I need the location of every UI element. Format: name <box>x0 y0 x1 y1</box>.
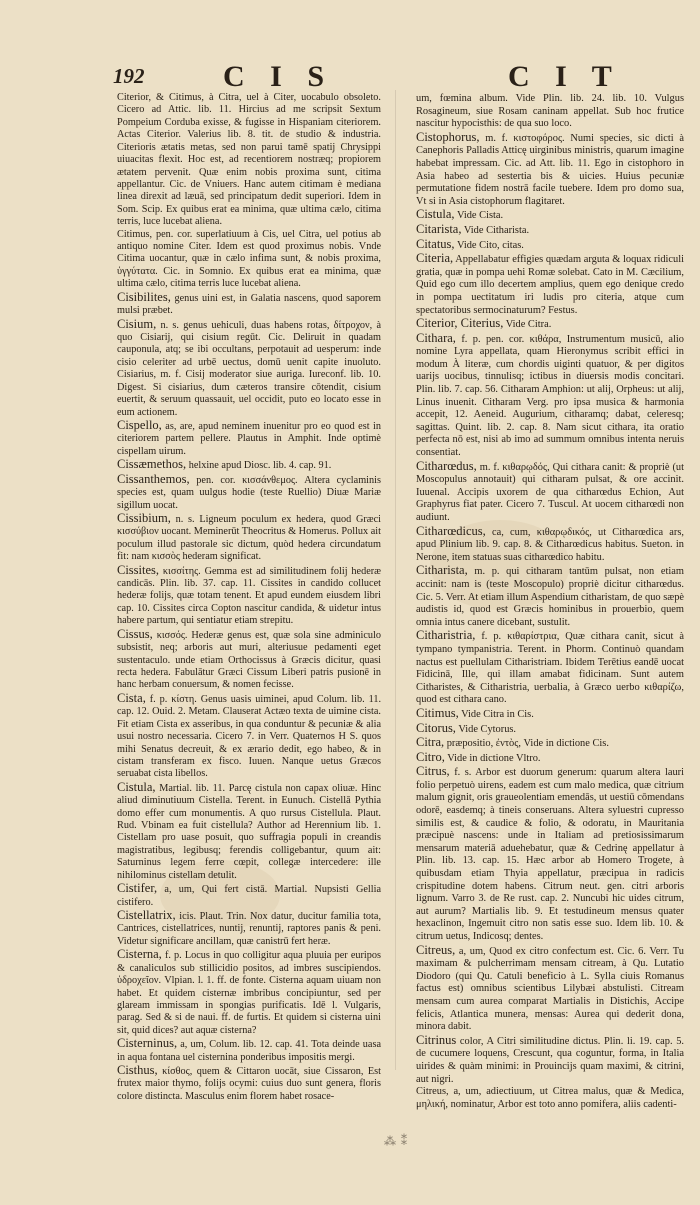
entry-headword: Citharistria, <box>416 628 476 643</box>
entry-headword: Cithara, <box>416 330 456 345</box>
entry-headword: Cistophorus, <box>416 129 480 144</box>
entry-text: color, A Citri similitudine dictus. Plin. li. 19. cap. 5. de cucumere loquens, Crescunt, qua coguntur, forma, in Italia uirides & quàm minimi: in Prouincijs quam maximi, & citrini, aut nigri. <box>416 1035 684 1085</box>
entry-text: Appellabatur effigies quædam arguta & loquax ridiculi gratia, quæ in pompa uehi Romæ solebat. Cato in M. Cæcilium, Quid ego cum illo decertem amplius, quem ego denique credo in pompa uectitatum iri ludis pro citeria, atque cum spectatoribus sermocinaturum? Festus. <box>416 254 684 316</box>
dictionary-entry <box>117 948 381 1037</box>
entry-headword: Citarista, <box>416 221 462 236</box>
entry-headword: Citatus, <box>416 236 455 251</box>
dictionary-entry <box>117 419 381 458</box>
entry-headword: Cisium, <box>117 316 157 331</box>
entry-headword: Citeria, <box>416 251 454 266</box>
entry-text: Vide Cito, citas. <box>456 239 524 251</box>
entry-headword: Cistula, <box>117 779 156 794</box>
dictionary-entry <box>117 458 381 472</box>
entry-text: Vide Citharista. <box>463 224 530 236</box>
entry-text: præpositio, ἐντὸς, Vide in dictione Cis. <box>446 738 609 750</box>
entry-headword: Cista, <box>117 690 146 705</box>
dictionary-entry <box>416 131 684 209</box>
page-number: 192 <box>113 64 145 88</box>
entry-text: κισσίτης. Gemma est ad similitudinem folij hederæ candicās. Plin. lib. 37. cap. 11. Cissites in candido collucet hederæ folijs, quæ totam tenent. Et apud eundem eiusdem libri cap. 10. Cissites circa Copton nascitur candida, & uidetur intus habere partum, qui sentiatur etiam strepitu. <box>117 565 381 627</box>
entry-text: f. p. κίστη. Genus uasis uiminei, apud Colum. lib. 11. cap. 12. Ouid. 2. Metam. Clauserat Actæo texta de uimine cista. Fit etiam Cista ex asseribus, in qua conduntur & pecuniæ & alia usui nostro necessaria. Cicero 7. in Verr. Quaternos H S. quos mihi Senatus decreuit, & ex ærario dedit, ego habeo, & in cistam transferam ex fisco. Iuuen. Nanque uetus Græcos seruabat cista libellos. <box>117 693 382 780</box>
entry-text: Martial. lib. 11. Parcę cistula non capax oliuæ. Hinc aliud diminutiuum Cistella. Terent. in Eunuch. Cistellā Pythia domo effer cum monumentis. A quo rursus Cistellula. Plaut. Rud. Vbinam ea fuit cistellula? Author ad Herennium lib. 1. Cistellam pro uase posuit, quo suffragia populi in creandis magistratibus, legibusq; ferendis colligebantur, quum ait: Saturninus legem ferre cœpit, collegæ intercedere: ille nihilominus cistellam detulit. <box>117 782 382 881</box>
entry-text: κίσθος, quem & Cittaron uocāt, siue Cissaron, Est frutex maior thymo, folijs ocymi: cuius duo sunt genera, floris colore distincta. Masculus enim florem habet rosace- <box>117 1066 381 1102</box>
entry-headword: Cissanthemos, <box>117 471 190 486</box>
entry-text: κισσός. Hederæ genus est, quæ sola sine adminiculo subsistit, neq; arboris aut muri, alteriusue pedamenti eget sustentaculo. unde etiam Orthocissus à Græcis dicitur, quasi recta hedera. Fabulātur Græci Cissum Liberi patris pusionē in hanc herbam conuersum, & nomen fecisse. <box>117 629 382 691</box>
dictionary-entry <box>416 460 684 525</box>
entry-headword: Citharœdus, <box>416 458 477 473</box>
dictionary-entry <box>117 781 381 882</box>
entry-text: helxine apud Diosc. lib. 4. cap. 91. <box>188 460 332 472</box>
entry-headword: Citerior, Citerius, <box>416 316 504 331</box>
entry-headword: Cistula, <box>416 207 455 222</box>
entry-text: f. s. Arbor est duorum generum: quarum altera lauri folio perpetuò uirens, eadem est cum malo medica, quæ citrium malum gignit, oris graueolentiam emendās, ut uestiū cōmendans odorē, easdemq; à tineis conseruans. Altera syluestri cupresso similis est, & caudice & folio, & odoratu, in Mauritania præcipuè nascens: unde in Italiam ad pretiosissimarum mensarum materiā aduehebatur, quæ & Cedrinę appellatur à Plin. lib. 13. cap. 15. Hæc arbor ab Homero Trogete, à quibusdam etiam Thyia appellatur, præcipua in radicis crispitudine dotem habens. Citrum neut. gen. citri arboris lignum. Varro 3. de Re rust. cap. 2. Nuncubi hic uides citrum, aut aurum? Martialis lib. 9. Et testudineum mensus quater hexaclinon, Ingemuit citro non satis esse suo. Idem lib. 10. & citrum uetus, Indicosq; dentes. <box>416 767 684 942</box>
entry-text: genus uini est, in Galatia nascens, quod saporem mulsi præbet. <box>117 292 381 317</box>
entry-text: f. p. pen. cor. κιθάρα, Instrumentum musicū, alio nomine Lyra appellata, quam Hieronymus scribit effici in modum À literæ, cum chordis uiginti quatuor, & per digitos uarijs uocibus, tinnulisq; ictibus in diuersis modis concitari. Plin. lib. 7. cap. 56. Citharam Amphion: ut alij, Orpheus: ut alij, Linus inuenit. Citharam Verg. pro ipsa musica & harmonia accepit, 12. Aeneid. Augurium, citharamq; dabat, celeresq; sagittas. Quint. lib. 2. cap. 8. Nam sicut cithara, ita oratio perfecta nō est, nisi ab imo ad summum omnibus intenta neruis consentiat. <box>416 333 684 459</box>
entry-text: Citreus, a, um, adiectiuum, ut Citrea malus, quæ & Medica, μηλική, nominatur, Arbor est toto anno pomifera, aliis cadenti- <box>416 1086 684 1110</box>
right-column <box>416 93 684 1111</box>
dictionary-entry <box>416 93 684 131</box>
entry-headword: Cisterninus, <box>117 1036 178 1051</box>
entry-headword: Cissites, <box>117 562 160 577</box>
dictionary-entry <box>416 252 684 317</box>
dictionary-entry <box>416 238 684 253</box>
entry-headword: Cistifer, <box>117 881 158 896</box>
dictionary-entry <box>416 722 684 737</box>
entry-text: n. s. genus uehiculi, duas habens rotas, δίτροχον, à quo Cisiarij, qui cisium regūt. Cic. Deliruit in quadam cauponula, atq; se ibi occultans, perpotauit ad uesperum: inde cisio celeriter ad urbē uectus, domū uenit capite inuoluto. Cisiarius, m. f. Cisij moderator siue auriga. Iureconf. lib. 10. Digest. Si cisiarius, dum cæteros transire cōtendit, cisium euertit, & seruum quassauit, uel occidit, puto eo locato esse in eum actionem. <box>117 319 382 418</box>
dictionary-entry <box>416 736 684 751</box>
entry-text: a, um, Quod ex citro confectum est. Cic. 6. Verr. Tu maximam & pulcherrimam mensam citream, à Qu. Lutatio Diodoro (qui Qu. Catuli beneficio à L. Sylla ciuis Romanus factus est) omnibus scientibus Lilybæi abstulisti. Citream mensam cum aurea comparat Martialis in Distichis, Accipe felicis, Atlantica munera, mensas: Aurea qui dederit dona, minora dabit. <box>416 945 684 1033</box>
entry-headword: Citharœdicus, <box>416 523 486 538</box>
entry-headword: Cissus, <box>117 626 153 641</box>
entry-text: Vide in dictione Vltro. <box>447 752 541 764</box>
entry-headword: Cispello, <box>117 417 162 432</box>
dictionary-entry <box>416 629 684 707</box>
entry-text: m. f. κιθαρῳδός, Qui cithara canit: & propriè (ut Moscopulus annotauit) qui citharam pulsat, & ore accinit. Iuuenal. Accipis uxorem de qua citharœdus Echion, Aut Graphyrus fiat pater. Cicero 7. Tuscul. At uocem citharœdi non audiunt. <box>416 461 684 523</box>
entry-headword: Cistellatrix, <box>117 908 176 922</box>
dictionary-entry <box>117 909 381 948</box>
dictionary-entry <box>416 751 684 766</box>
entry-headword: Citreus, <box>416 942 456 957</box>
running-head-right: C I T <box>508 60 621 93</box>
dictionary-entry <box>117 882 381 909</box>
running-head-left: C I S <box>223 60 334 93</box>
left-column <box>117 92 381 1103</box>
dictionary-entry <box>416 707 684 722</box>
entry-headword: Cissibium, <box>117 510 171 525</box>
entry-headword: Citorus, <box>416 720 456 735</box>
entry-text: f. p. κιθαρίστρια, Quæ cithara canit, sicut à tympano tympanistria. Terent. in Phorm. Continuò quandam nactus est puellulam Citharistriam. Ibidem Terētius eandē uocat Fidicinā, Ille, qui illam amabat fidicinam. Sunt autem Citharistes, & Citharistria, uerbalia, à Græco uerbo κιθαρίζω, quod est cithara cano. <box>416 631 684 706</box>
entry-text: Vide Cytorus. <box>458 723 517 735</box>
entry-headword: Cisthus, <box>117 1063 158 1078</box>
entry-headword: Cissæmethos, <box>117 457 187 472</box>
dictionary-entry <box>416 1086 684 1111</box>
dictionary-entry <box>117 564 381 628</box>
dictionary-entry <box>416 564 684 629</box>
dictionary-entry <box>416 208 684 223</box>
entry-headword: Citro, <box>416 749 445 764</box>
dictionary-entry <box>416 317 684 332</box>
dictionary-entry <box>117 229 381 291</box>
dictionary-entry <box>416 525 684 565</box>
entry-text: Vide Citra. <box>505 319 552 331</box>
dictionary-entry <box>117 692 381 781</box>
dictionary-entry <box>117 318 381 419</box>
entry-text: a, um, Colum. lib. 12. cap. 41. Tota deinde uasa in aqua fontana uel cisternina ponderibus impositis mergi. <box>117 1039 381 1063</box>
entry-text: Vide Cista. <box>456 210 504 222</box>
dictionary-entry <box>117 628 381 692</box>
page-ornament: ⁂ ⁑ <box>384 1134 408 1148</box>
dictionary-entry <box>117 92 381 229</box>
dictionary-entry <box>416 944 684 1034</box>
dictionary-entry <box>416 1034 684 1086</box>
entry-headword: Citimus, <box>416 705 459 720</box>
entry-text: as, are, apud neminem inuenitur pro eo quod est in citeriorem partem pellere. Plautus in Amphit. Inde optimè cispellam uirum. <box>117 420 382 457</box>
dictionary-entry <box>117 291 381 318</box>
entry-text: ca, cum, κιθαρῳδικός, ut Citharœdica ars, apud Plinium lib. 9. cap. 8. & Citharœdicus habitus. Sueton. in Nerone, item statuas suas citharœdico habitu. <box>416 526 684 563</box>
entry-text: pen. cor. κισσάνθεμος. Altera cyclaminis species est, quam uulgus hodie (teste Ruellio) Diuæ Mariæ sigillum uocat. <box>117 474 381 511</box>
entry-headword: Citrus, <box>416 764 450 779</box>
dictionary-entry <box>416 765 684 943</box>
column-divider <box>395 90 396 1070</box>
dictionary-entry <box>416 223 684 238</box>
entry-text: icis. Plaut. Trin. Nox datur, ducitur familia tota, Cantrices, cistellatrices, nuntij, renuntij, raptores panis & peni. Videtur significare ancillam, quæ canistrū fert heræ. <box>117 911 382 947</box>
entry-headword: Citrinus <box>416 1032 457 1047</box>
entry-text: um, fœmina album. Vide Plin. lib. 24. lib. 10. Vulgus Rosagineum, siue Rosam caninam appellat. Sub hoc frutice nascitur hypocisthis: de qua suo loco. <box>416 93 684 130</box>
dictionary-entry <box>117 1037 381 1064</box>
entry-text: f. p. Locus in quo colligitur aqua pluuia per euripos & canaliculos sub stillicidio positos, ad imbres suscipiendos. ὑδροχεῖον. Vlpian. l. 1. ff. de fonte. Cisterna aquam uiuam non habet. Et quidem cisternæ imbribus concipiuntur, sed per glaream immissam in spongias purificatis. Idē l. Vulgaris, parag. Sed & si de naui. ff. de furtis. Et quidem si cisterna uini sit, quid dices? aut aquæ cisterna? <box>117 950 382 1036</box>
entry-headword: Cisibilites, <box>117 289 171 304</box>
entry-text: Citerior, & Citimus, à Citra, uel à Citer, uocabulo obsoleto. Cicero ad Attic. lib. 11. Hircius ad me scripsit Sextum Pompeium Corduba exisse, & fugisse in Hispaniam citeriorem. Actas Citerior. Valerius lib. 8. tit. de studio & industria. Citerioris ætatis metas, sed non parui tamē spatij Chrysippi uiuacitas flexit. Hoc est, ad recentiorem nostræq; propiorem ætatem pervenit. Quæ enim nobis proxima sunt, citima appellantur. Cic. de Vniuers. Hanc autem citimam è mediana linea direxit ad læuā, sed principatum dedit superiori. Idem in Som. Scip. Ex quibus erat ea minima, quæ ultima cælo, citima terris, luce lucebat aliena. <box>117 92 381 228</box>
entry-text: Citimus, pen. cor. superlatiuum à Cis, uel Citra, uel potius ab antiquo nomine Citer. Idem est quod proximus nobis. Vnde Citima uocantur, quæ in cælo infima sunt, & nobis proxima, ὑγγύτατα. Cic. in Somnio. Ex quibus erat ea minima, quæ ultima cælo, citima terris luce lucebat aliena. <box>117 228 381 290</box>
entry-text: n. s. Ligneum poculum ex hedera, quod Græci κισσύβιον uocant. Meminerūt Theocritus & Homerus. Pollux ait poculum illud pastorale sic dictum, quòd hedera circundatum fit: nam κισσὸς hederam significat. <box>117 513 382 563</box>
entry-text: a, um, Qui fert cistā. Martial. Nupsisti Gellia cistifero. <box>117 884 382 908</box>
entry-text: m. p. qui citharam tantūm pulsat, non etiam accinit: nam is (teste Moscopulo) propriè dicitur citharœdus. Cic. 5. Verr. At etiam illum Aspendium citharistam, de quo sæpè audistis id, quod est Græcis hominibus in prouerbio, quem omnia intus canere dicebant, sustulit. <box>416 566 684 628</box>
entry-text: m. f. κιστοφόρος. Numi species, sic dicti à Canephoris Palladis Atticę uirginibus ministris, quarum imagine habebat impressam. Cic. ad Att. lib. 11. Ego in cistophoro in Asia habeo ad sestertia bis & uicies. Huius pecuniæ permutatione fidem nostrā facile tuebere. Idem pro domo sua, Vt si in Asia cistophorum flagitaret. <box>416 132 684 207</box>
dictionary-entry <box>416 332 684 460</box>
entry-headword: Citra, <box>416 735 445 750</box>
dictionary-entry <box>117 512 381 564</box>
entry-text: Vide Citra in Cis. <box>461 708 534 720</box>
entry-headword: Citharista, <box>416 563 468 578</box>
dictionary-entry <box>117 1064 381 1103</box>
dictionary-entry <box>117 473 381 512</box>
entry-headword: Cisterna, <box>117 947 162 962</box>
